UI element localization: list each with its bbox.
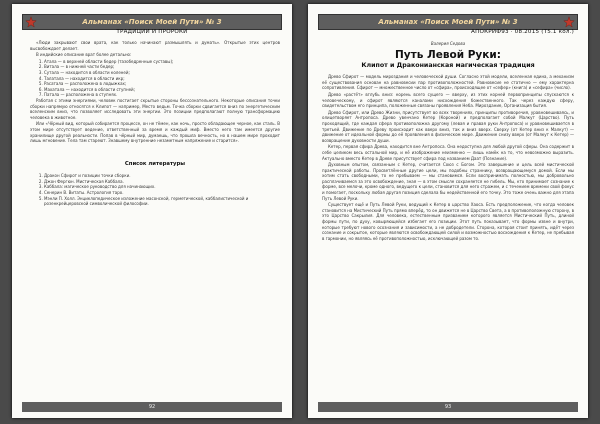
- right-header-title: Альманах «Поиск Моей Пути» № 3: [378, 18, 518, 26]
- right-header-band: [318, 14, 578, 30]
- article-author: Валерия Седова: [430, 41, 466, 46]
- list-item: 6. Махатала — находится в области ступней;: [44, 87, 280, 93]
- literature-heading: Список литературы: [124, 160, 186, 167]
- left-header-title: Альманах «Поиск Моей Пути» № 3: [82, 18, 222, 26]
- list-item: 4. Талатала — находится в области икр;: [44, 76, 280, 82]
- paragraph: Кетер, первая сфира Древа, находится вне Антропоса. Она недоступна для любой другой сферы. Она содержит в себе целиком весь остальной мир, и её изображение неизменно — лишь намёк на то, что невозможно выразить. Актуально вместо Кетер в Древе присутствует сфира под названием Даат (Познание).: [322, 144, 574, 161]
- right-page-body: [322, 37, 574, 242]
- paragraph: Древо Сфирот, или Древо Жизни, присутствует во всех творениях, принципы противоречия, уравновешиваясь, и олицетворяет Антропоса. Древо увенчано Кетер (Короной) и предполагает собой Малкут (Царство). Путь проходящий, где каждая сфера противоположна другому (левая и правая руки Антропоса) и уравновешивается в третьей. Движение по Древу происходит как вверх вниз, так и вниз вверх. Сверху (от Кетер вниз к Малкут) — движение от идеальной формы до её проявления в физическом мире. Движение снизу вверх (от Малкут к Кетер) — возвращение духовности души.: [322, 109, 574, 143]
- list-item: 1. Дракон Сфирот и позиции точки сборки.: [44, 173, 280, 179]
- paragraph: «Люди закрывают свои врата, как только начинают размышлять и думать». Открытые этих центров высвобождает делает.: [30, 40, 280, 51]
- emblem-icon: [25, 16, 37, 28]
- paragraph: В индийские описание врат более детально:: [36, 52, 132, 58]
- paragraph: Работая с этими энергиями, человек постигает скрытые стороны бессознательного. Некоторые описания точки сборки напрямую относятся к Клипот — например, Место ведьм. Точка сборки сдвигается вниз по энергетическим вселенским вниз, что позволяет исследовать эти энергии. Это позиции предполагают полную трансформацию человека в животное.: [30, 97, 280, 120]
- list-item: 2. Джон Фергюн. Мистическая Каббала.: [44, 179, 280, 185]
- paragraph: Духовным опытом, связанным с Кетер, считается Союз с Богом. Это завершение и цель всей мистической практической работы. Просветлённые другие цели, мы подобны страннику, возвращающемуся домой. Если мы хотим стать свободными, то не пребываем — мы становимся. Если воспринимать полностью, мы добровольно расплачиваемся за это освобождение, зная — в этом смысле сохраняется не гибель. Мы, кто принимает сознание к форме, все мелочи, кроме одного, ведущего к цели, становится для него стражем, и с течением времени свой фокус и помогает, поскольку любая другая позиция сделала бы недейственной его точку. Это тоже очень важно для этапа Путь Левой Руки.: [322, 162, 574, 201]
- paragraph: Существует ещё и Путь Левой Руки, ведущий к Кетер в царство Хаоса. Есть предположение, что когда человек становится на Мистический Путь прямо вперёд, то он движется не в Царство Света, а в противоположную сторону, в это Царство Сакрылия. Для человека, естественным призванием которого является Мистический Путь, длиной формы пути, по духу, ковыряющейся избегает его позиции. Этот путь показывает, что формы извне и внутри, которые требуют нового осознания и зависимости, а не добродетели. Сторона, которая стоит принять, идёт через сознание и сокрытое, которые являются освобождающей силой и возможностью восхождения к Кетер, не пребывая в гармонии, но являясь её противоположностью, исключающей разом то.: [322, 202, 574, 241]
- emblem-icon: [563, 16, 575, 28]
- right-page: [308, 4, 588, 418]
- chakra-list: [30, 59, 280, 98]
- article-title: Путь Левой Руки:: [395, 48, 501, 61]
- list-item: 1. Атала — в верхней области бедер (тазобедренные суставы);: [44, 59, 280, 65]
- list-item: 4. Сенерин В. Витаты. Астрология таро.: [44, 190, 280, 196]
- list-item: 3. Каббала: магическое руководство для начинающих.: [44, 184, 280, 190]
- left-header-band: [22, 14, 282, 30]
- right-page-number: 93: [318, 402, 578, 412]
- list-item: 5. Мэнли П. Холл. Энциклопедическое изложение масонской, герметической, каббалистической и розенкрейцеровской символической философии.: [44, 196, 280, 207]
- left-page: [12, 4, 292, 418]
- article-subtitle: Клипот и Драконианская магическая традиция: [361, 61, 535, 69]
- left-page-number: 92: [22, 402, 282, 412]
- list-item: 5. Расатала — расположена в лодыжках;: [44, 81, 280, 87]
- paragraph: Древо Сфирот — модель мироздания и человеческой души. Согласно этой модели, вселенная едина, а механизм её существования основан на равновесии пар противоположностей. Равновесие не статично — ему характерна сопротивления. Сфирот — множественное число от «сфира», происходящее от «сефер» (книга) и «сефира» (число).: [322, 74, 574, 91]
- list-item: 7. Патала — расположена в ступнях.: [44, 92, 280, 98]
- left-page-body: [30, 40, 280, 207]
- issue-label: АПОКРИФ93 · 08.2015 (Т5.1 кол.): [471, 29, 574, 35]
- paragraph: Или «Чёрный вид, который собирается процессе, он не тёмен, как ночь, просто обладающее черное, как сталь. В этом мире отсутствует ведение, ответственный за время и каждый миф. Вместо него там имеется другие хранилище другой реальности. Попав в чёрный мир, думаешь, что прошла вечность, но в нашем мире проходит лишь мгновение. Тела там стареют. Знавшему внутренние незаметным напряжение и старится».: [30, 121, 280, 144]
- paragraph: Древо «растёт» вглубь вниз: корень всего сущего — вверху, из этих корней первопринципы спускаются к человеческому, и сфирот являются каналами нисхождения божественного. Так через каждую сферу, свидетельством его принципа, положенные связаны проявления Неба. Мироздание, Организация бытия.: [322, 91, 574, 109]
- section-label: ТРАДИЦИИ И ПРОРОКИ: [116, 29, 188, 35]
- list-item: 2. Витала — в нижней части бедер;: [44, 64, 280, 70]
- list-item: 3. Сутала — находится в области коленей;: [44, 70, 280, 76]
- literature-list: [30, 173, 280, 207]
